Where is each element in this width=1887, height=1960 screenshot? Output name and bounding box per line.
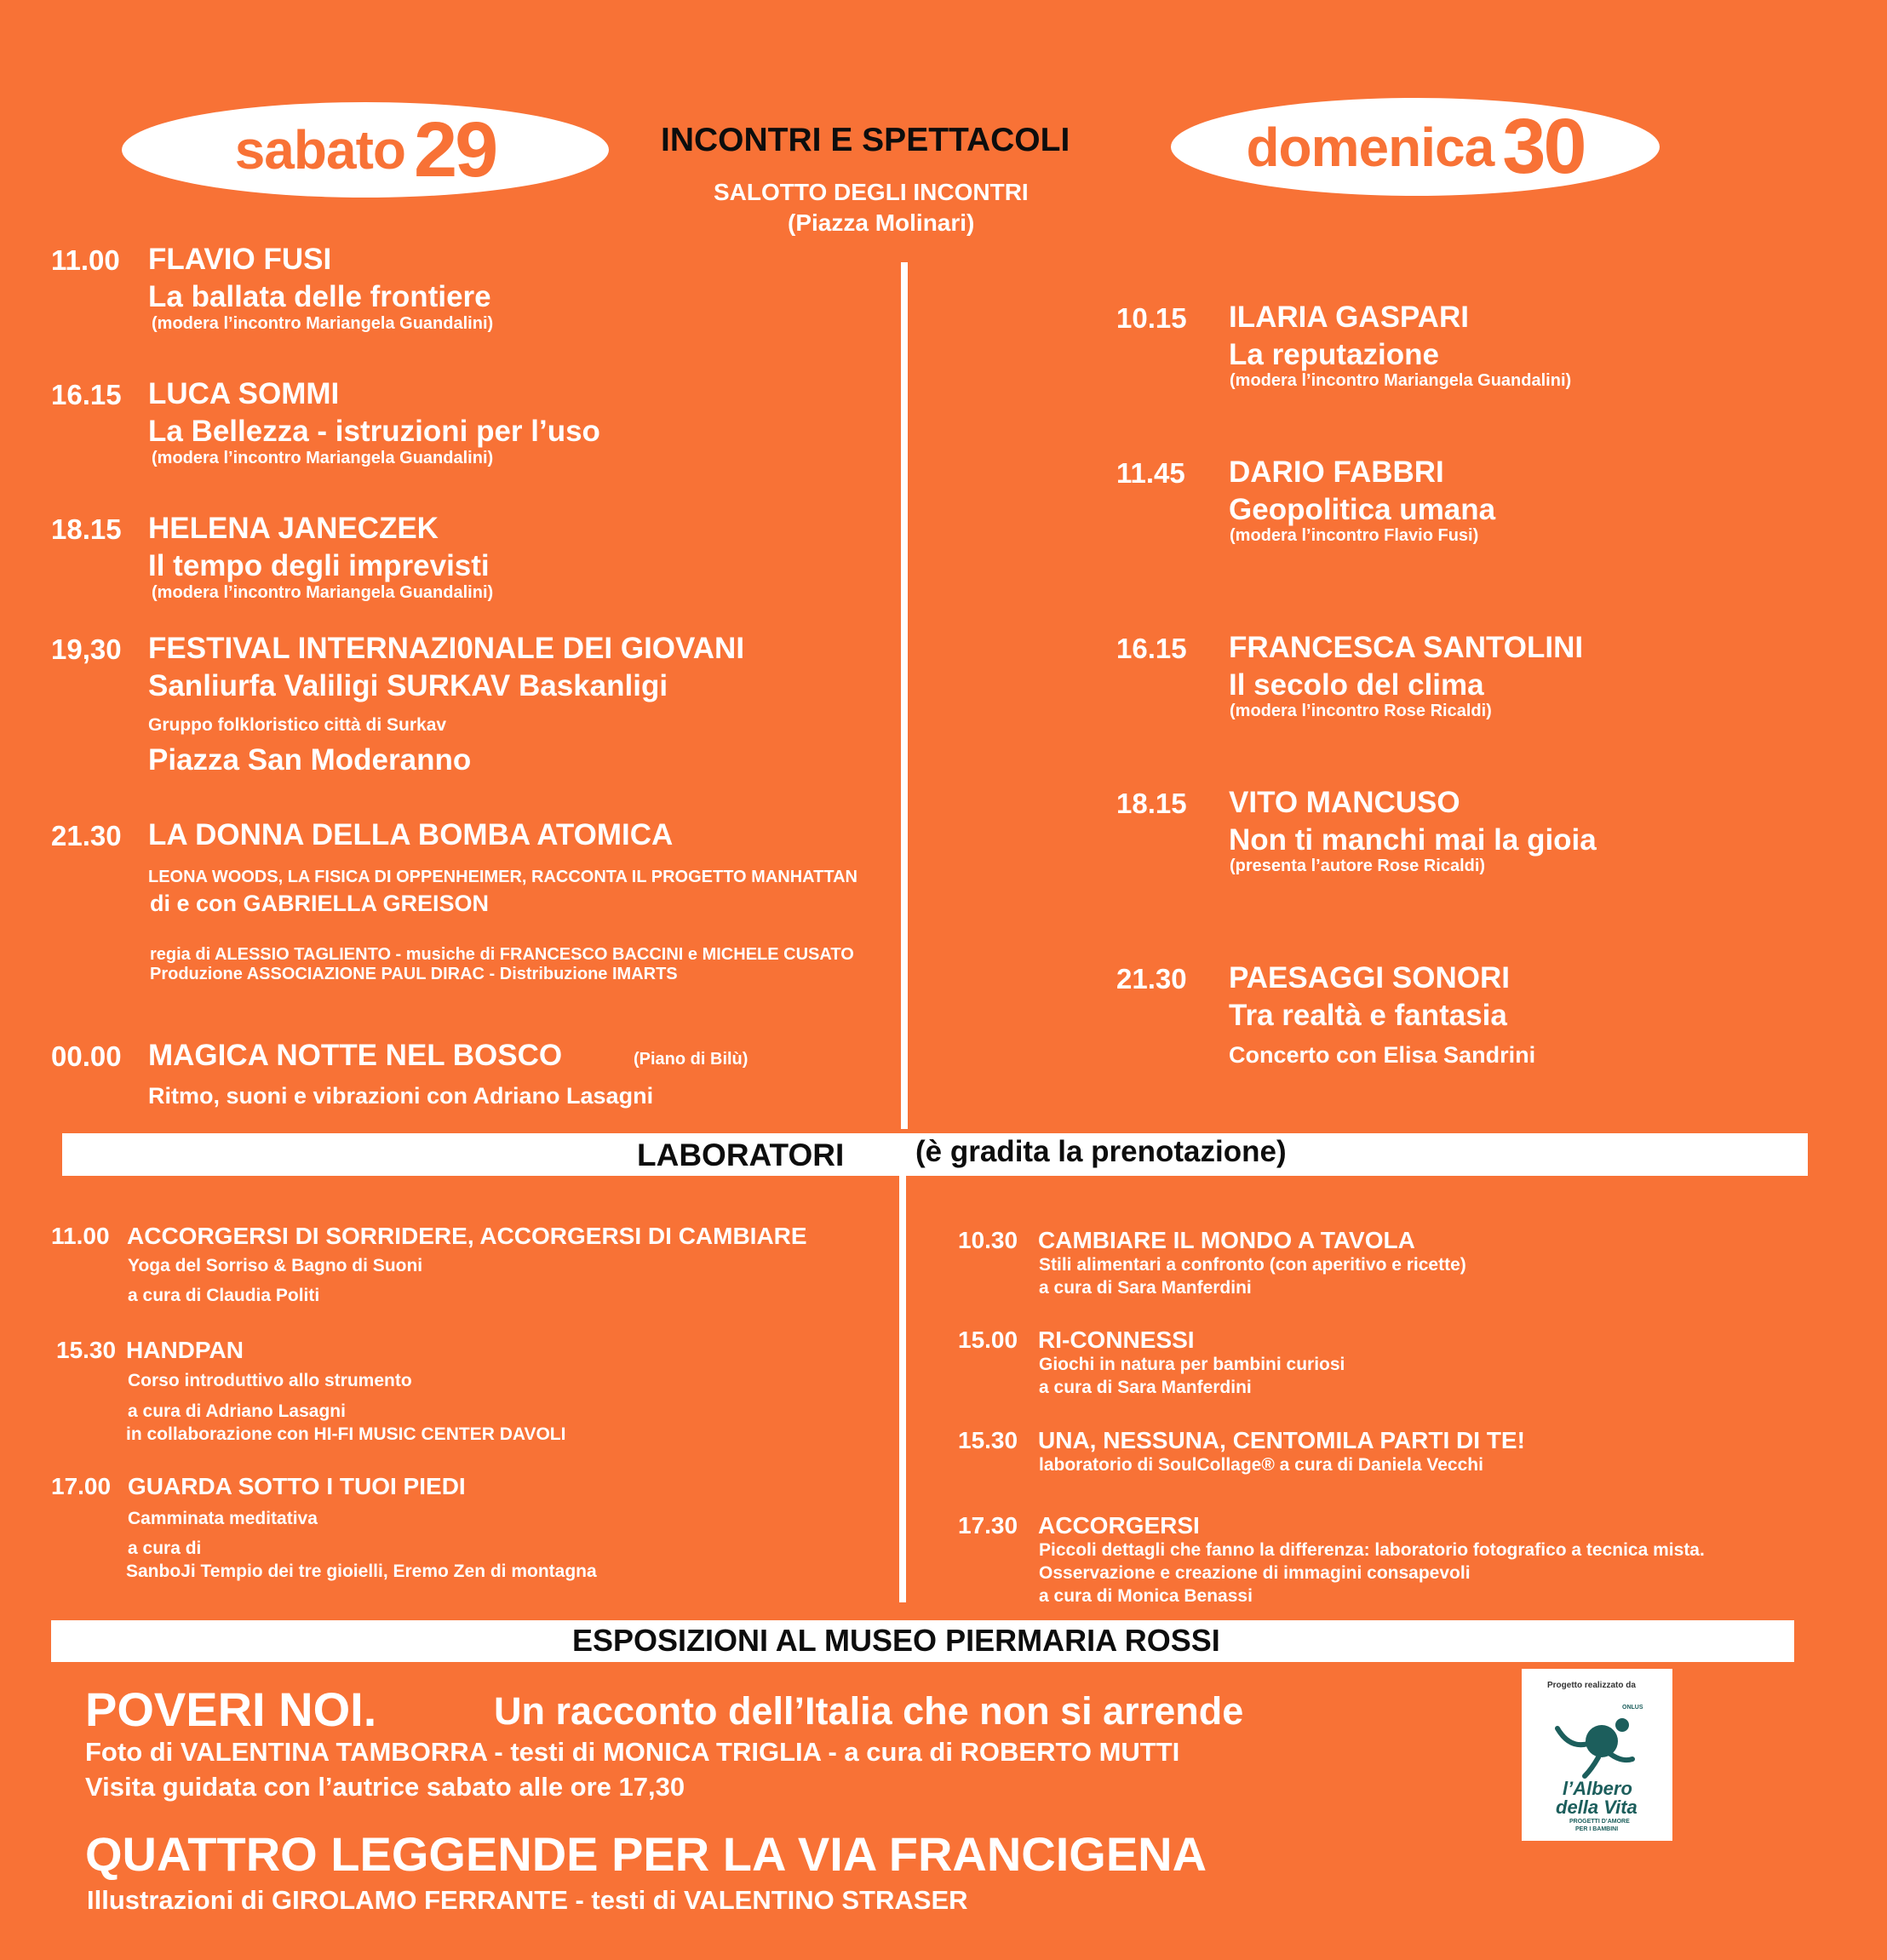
event-time: 18.15 (1116, 788, 1187, 819)
event-time: 21.30 (1116, 963, 1187, 994)
saturday-label: sabato (234, 119, 405, 181)
event-note: Gruppo folkloristico città di Surkav (148, 715, 447, 735)
logo-caption: Progetto realizzato da (1547, 1681, 1636, 1690)
lab-line: a cura di (128, 1539, 202, 1558)
event-note: Concerto con Elisa Sandrini (1229, 1042, 1536, 1068)
event-note: (presenta l’autore Rose Ricaldi) (1230, 857, 1486, 875)
expo-1-subtitle: Un racconto dell’Italia che non si arrende (494, 1689, 1244, 1733)
event-time: 11.00 (51, 244, 120, 276)
event-title: La ballata delle frontiere (148, 280, 491, 313)
section-location: (Piazza Molinari) (788, 209, 975, 236)
event-title: Sanliurfa Valiligi SURKAV Baskanligi (148, 669, 668, 702)
expo-1-title: POVERI NOI. (85, 1682, 377, 1736)
event-name: FRANCESCA SANTOLINI (1229, 631, 1584, 664)
lab-line: laboratorio di SoulCollage® a cura di Daniela Vecchi (1039, 1455, 1483, 1475)
event-time: 18.15 (51, 513, 122, 545)
lab-name: GUARDA SOTTO I TUOI PIEDI (128, 1473, 466, 1499)
saturday-badge (122, 102, 609, 198)
lab-line: Stili alimentari a confronto (con aperitivo e ricette) (1039, 1255, 1466, 1275)
logo-tag-2: PER I BAMBINI (1575, 1826, 1619, 1832)
lab-time: 15.00 (958, 1327, 1018, 1353)
lab-line: a cura di Monica Benassi (1039, 1586, 1253, 1606)
event-line: Produzione ASSOCIAZIONE PAUL DIRAC - Distribuzione IMARTS (150, 965, 678, 983)
event-title: Ritmo, suoni e vibrazioni con Adriano Lasagni (148, 1083, 654, 1109)
lab-name: ACCORGERSI (1038, 1512, 1200, 1539)
expo-2-credits: Illustrazioni di GIROLAMO FERRANTE - testi di VALENTINO STRASER (87, 1885, 968, 1915)
lab-line: in collaborazione con HI-FI MUSIC CENTER DAVOLI (126, 1424, 566, 1444)
albero-della-vita-logo (1522, 1669, 1672, 1841)
event-name: MAGICA NOTTE NEL BOSCO (148, 1039, 563, 1072)
lab-line: a cura di Claudia Politi (128, 1286, 320, 1305)
event-title: Non ti manchi mai la gioia (1229, 823, 1597, 857)
event-name: FESTIVAL INTERNAZI0NALE DEI GIOVANI (148, 632, 745, 665)
event-note: (modera l’incontro Mariangela Guandalini) (152, 449, 494, 467)
sunday-label: domenica (1246, 116, 1494, 178)
lab-time: 17.00 (51, 1473, 112, 1499)
logo-tag-1: PROGETTI D’AMORE (1569, 1819, 1630, 1825)
event-note: (modera l’incontro Rose Ricaldi) (1230, 702, 1492, 720)
event-line: regia di ALESSIO TAGLIENTO - musiche di FRANCESCO BACCINI e MICHELE CUSATO (150, 945, 854, 964)
event-time: 00.00 (51, 1040, 122, 1072)
lab-time: 15.30 (56, 1337, 117, 1363)
logo-name-1: l’Albero (1563, 1778, 1632, 1799)
lab-line: Camminata meditativa (128, 1509, 318, 1528)
event-place: (Piano di Bilù) (634, 1050, 748, 1069)
expo-title: ESPOSIZIONI AL MUSEO PIERMARIA ROSSI (572, 1623, 1220, 1658)
lab-time: 10.30 (958, 1227, 1018, 1253)
column-divider-bottom (899, 1175, 906, 1602)
lab-line: Corso introduttivo allo strumento (128, 1371, 412, 1390)
event-title: La reputazione (1229, 338, 1439, 371)
lab-time: 17.30 (958, 1512, 1018, 1539)
lab-line: SanboJi Tempio dei tre gioielli, Eremo Zen di montagna (126, 1562, 597, 1581)
event-name: ILARIA GASPARI (1229, 301, 1469, 334)
labs-title: LABORATORI (637, 1138, 845, 1172)
event-line: di e con GABRIELLA GREISON (150, 891, 490, 916)
event-note: (modera l’incontro Mariangela Guandalini) (152, 314, 494, 333)
event-line: LEONA WOODS, LA FISICA DI OPPENHEIMER, RACCONTA IL PROGETTO MANHATTAN (148, 868, 857, 886)
tree-figure-icon (1551, 1703, 1644, 1779)
event-title: Il secolo del clima (1229, 668, 1484, 702)
lab-line: Osservazione e creazione di immagini consapevoli (1039, 1563, 1471, 1583)
lab-line: a cura di Sara Manferdini (1039, 1278, 1252, 1298)
lab-name: ACCORGERSI DI SORRIDERE, ACCORGERSI DI CAMBIARE (127, 1223, 807, 1249)
section-title: INCONTRI E SPETTACOLI (661, 122, 1070, 158)
event-name: PAESAGGI SONORI (1229, 961, 1510, 994)
event-name: DARIO FABBRI (1229, 456, 1444, 489)
event-time: 16.15 (51, 379, 122, 410)
event-time: 10.15 (1116, 302, 1187, 334)
lab-line: Yoga del Sorriso & Bagno di Suoni (128, 1256, 423, 1275)
expo-1-visit: Visita guidata con l’autrice sabato alle ore 17,30 (85, 1772, 685, 1802)
event-time: 21.30 (51, 820, 122, 851)
column-divider-top (901, 262, 908, 1129)
sunday-badge (1171, 98, 1660, 196)
lab-name: CAMBIARE IL MONDO A TAVOLA (1038, 1227, 1415, 1253)
lab-line: Piccoli dettagli che fanno la differenza: laboratorio fotografico a tecnica mista. (1039, 1540, 1705, 1560)
event-place: Piazza San Moderanno (148, 743, 472, 777)
lab-time: 11.00 (51, 1223, 110, 1249)
saturday-number: 29 (413, 106, 496, 193)
event-name: LA DONNA DELLA BOMBA ATOMICA (148, 818, 674, 851)
lab-time: 15.30 (958, 1427, 1018, 1453)
event-title: Il tempo degli imprevisti (148, 549, 490, 582)
event-time: 16.15 (1116, 633, 1187, 664)
event-title: Geopolitica umana (1229, 493, 1496, 526)
event-name: LUCA SOMMI (148, 377, 340, 410)
lab-line: a cura di Adriano Lasagni (128, 1401, 346, 1421)
event-note: (modera l’incontro Mariangela Guandalini) (1230, 371, 1572, 390)
lab-name: RI-CONNESSI (1038, 1327, 1195, 1353)
event-note: (modera l’incontro Flavio Fusi) (1230, 526, 1479, 545)
event-time: 11.45 (1116, 457, 1185, 489)
event-time: 19,30 (51, 633, 122, 665)
event-note: (modera l’incontro Mariangela Guandalini) (152, 583, 494, 602)
event-title: La Bellezza - istruzioni per l’uso (148, 415, 600, 448)
section-subtitle: SALOTTO DEGLI INCONTRI (714, 179, 1029, 205)
event-title: Tra realtà e fantasia (1229, 999, 1507, 1032)
lab-name: HANDPAN (126, 1337, 244, 1363)
event-name: VITO MANCUSO (1229, 786, 1460, 819)
lab-name: UNA, NESSUNA, CENTOMILA PARTI DI TE! (1038, 1427, 1525, 1453)
expo-1-credits: Foto di VALENTINA TAMBORRA - testi di MONICA TRIGLIA - a cura di ROBERTO MUTTI (85, 1737, 1180, 1767)
lab-line: Giochi in natura per bambini curiosi (1039, 1355, 1345, 1374)
lab-line: a cura di Sara Manferdini (1039, 1378, 1252, 1397)
event-name: FLAVIO FUSI (148, 243, 332, 276)
event-name: HELENA JANECZEK (148, 512, 439, 545)
sunday-number: 30 (1502, 103, 1585, 190)
logo-name-2: della Vita (1556, 1797, 1638, 1818)
labs-note: (è gradita la prenotazione) (915, 1135, 1287, 1168)
expo-2-title: QUATTRO LEGGENDE PER LA VIA FRANCIGENA (85, 1827, 1207, 1881)
logo-onlus: ONLUS (1622, 1705, 1643, 1711)
